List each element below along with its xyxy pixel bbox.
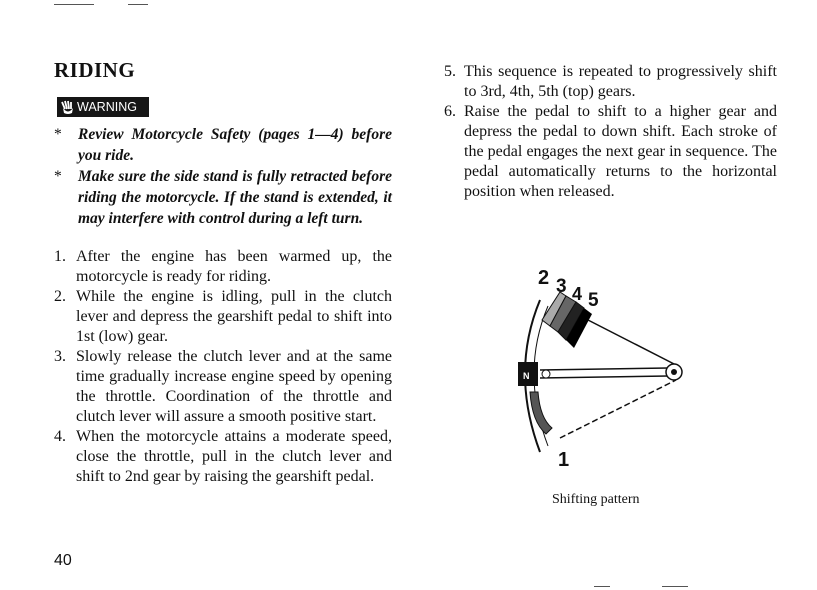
warning-label: WARNING xyxy=(77,100,137,114)
step-text: Slowly release the clutch lever and at the same time gradually increase engine speed by opening the throttle. Coordination of the throttle and clutch lever will assure a smooth positive start. xyxy=(76,348,392,425)
gear-segment-1 xyxy=(530,392,552,434)
step-number: 5. xyxy=(444,63,456,80)
warning-list xyxy=(54,124,392,229)
pedal-line-upper xyxy=(588,320,678,366)
warning-item-text: Review Motorcycle Safety (pages 1—4) before you ride. xyxy=(78,126,392,164)
bottom-edge-mark-1 xyxy=(594,586,610,587)
gear-label-1: 1 xyxy=(558,449,570,471)
warning-item xyxy=(54,166,392,229)
step-item xyxy=(54,427,392,487)
step-number: 2. xyxy=(54,288,66,305)
figure-caption: Shifting pattern xyxy=(552,492,640,507)
step-text: While the engine is idling, pull in the clutch lever and depress the gearshift pedal to shift into 1st (low) gear. xyxy=(76,288,392,345)
top-edge-mark-1 xyxy=(54,4,94,5)
pedal-line-lower xyxy=(560,380,676,438)
step-item xyxy=(444,102,777,202)
bullet-mark: * xyxy=(54,126,62,143)
top-edge-mark-2 xyxy=(128,4,148,5)
gear-label-3: 3 xyxy=(556,276,567,297)
step-number: 3. xyxy=(54,348,66,365)
pedal-tip-marker xyxy=(542,370,550,378)
pedal-line-center-1 xyxy=(540,368,668,370)
gear-label-2: 2 xyxy=(538,267,550,289)
section-title: RIDING xyxy=(54,58,136,82)
gear-label-5: 5 xyxy=(588,290,599,311)
warning-hand-icon xyxy=(60,100,76,115)
warning-item xyxy=(54,124,392,166)
step-item xyxy=(54,247,392,287)
step-text: After the engine has been warmed up, the motorcycle is ready for riding. xyxy=(76,248,392,285)
step-number: 6. xyxy=(444,103,456,120)
step-item xyxy=(444,62,777,102)
bullet-mark: * xyxy=(54,168,62,185)
warning-badge xyxy=(57,97,149,117)
steps-left-column xyxy=(54,247,392,487)
step-number: 4. xyxy=(54,428,66,445)
step-text: Raise the pedal to shift to a higher gear and depress the pedal to down shift. Each stroke of the pedal engages the next gear in sequence. The pedal automatically returns to the horizontal position when released. xyxy=(464,103,777,200)
gear-label-4: 4 xyxy=(572,284,583,304)
step-item xyxy=(54,287,392,347)
bottom-edge-mark-2 xyxy=(662,586,688,587)
warning-item-text: Make sure the side stand is fully retracted before riding the motorcycle. If the stand is extended, it may interfere with control during a left turn. xyxy=(78,168,392,227)
gear-label-n: N xyxy=(523,371,530,381)
pedal-line-center-2 xyxy=(540,376,668,378)
page-number: 40 xyxy=(54,552,72,569)
step-item xyxy=(54,347,392,427)
step-text: This sequence is repeated to progressively shift to 3rd, 4th, 5th (top) gears. xyxy=(464,63,777,100)
shifting-pattern-diagram xyxy=(500,262,710,474)
step-text: When the motorcycle attains a moderate speed, close the throttle, pull in the clutch lever and shift to 2nd gear by raising the gearshift pedal. xyxy=(76,428,392,485)
step-number: 1. xyxy=(54,248,66,265)
steps-right-column xyxy=(444,62,777,202)
pedal-pivot-hub xyxy=(671,369,677,375)
